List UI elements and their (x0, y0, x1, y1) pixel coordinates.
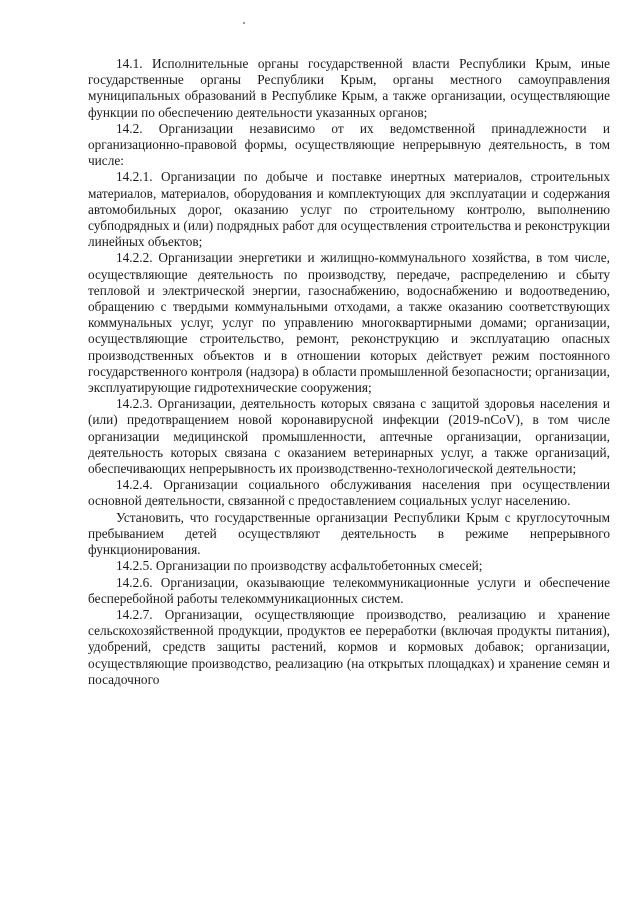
paragraph-establish: Установить, что государственные организации Республики Крым с круглосуточным пребыванием детей осуществляют деятельность в режиме непрерывного функционирования. (88, 509, 610, 558)
paragraph-14-2-4: 14.2.4. Организации социального обслуживания населения при осуществлении основной деятельности, связанной с предоставлением социальных услуг населению. (88, 477, 610, 509)
paragraph-14-2-7: 14.2.7. Организации, осуществляющие производство, реализацию и хранение сельскохозяйственной продукции, продуктов ее переработки (включая продукты питания), удобрений, средств защиты растений, кормов и кормовых добавок; организации, осуществляющие производство, реализацию (на открытых площадках) и хранение семян и посадочного (88, 606, 610, 687)
paragraph-14-2-2: 14.2.2. Организации энергетики и жилищно-коммунального хозяйства, в том числе, осуществляющие деятельность по производству, передаче, распределению и сбыту тепловой и электрической энергии, газоснабжению, водоснабжению и водоотведению, обращению с твердыми коммунальными отходами, а также оказанию соответствующих коммунальных услуг, услуг по управлению многоквартирными домами; организации, осуществляющие строительство, ремонт, реконструкцию и эксплуатацию опасных производственных объектов и в отношении которых действует режим постоянного государственного контроля (надзора) в области промышленной безопасности; организации, эксплуатирующие гидротехнические сооружения; (88, 250, 610, 396)
document-body (88, 56, 610, 688)
paragraph-14-2-6: 14.2.6. Организации, оказывающие телекоммуникационные услуги и обеспечение бесперебойной работы телекоммуникационных систем. (88, 574, 610, 606)
paragraph-14-2-1: 14.2.1. Организации по добыче и поставке инертных материалов, строительных материалов, материалов, оборудования и комплектующих для эксплуатации и содержания автомобильных дорог, оказанию услуг по строительному контролю, выполнению субподрядных и (или) подрядных работ для осуществления строительства и реконструкции линейных объектов; (88, 169, 610, 250)
paragraph-14-2: 14.2. Организации независимо от их ведомственной принадлежности и организационно-правовой формы, осуществляющие непрерывную деятельность, в том числе: (88, 120, 610, 169)
paragraph-14-1: 14.1. Исполнительные органы государственной власти Республики Крым, иные государственные органы Республики Крым, органы местного самоуправления муниципальных образований в Республике Крым, а также организации, осуществляющие функции по обеспечению деятельности указанных органов; (88, 56, 610, 120)
paragraph-14-2-5: 14.2.5. Организации по производству асфальтобетонных смесей; (116, 558, 483, 574)
scan-speck (243, 22, 245, 24)
paragraph-14-2-3: 14.2.3. Организации, деятельность которых связана с защитой здоровья населения и (или) предотвращением новой коронавирусной инфекции (2019-nCoV), в том числе организации медицинской промышленности, аптечные организации, организации, деятельность которых связана с оказанием ветеринарных услуг, а также организаций, обеспечивающих непрерывность их производственно-технологической деятельности; (88, 396, 610, 477)
